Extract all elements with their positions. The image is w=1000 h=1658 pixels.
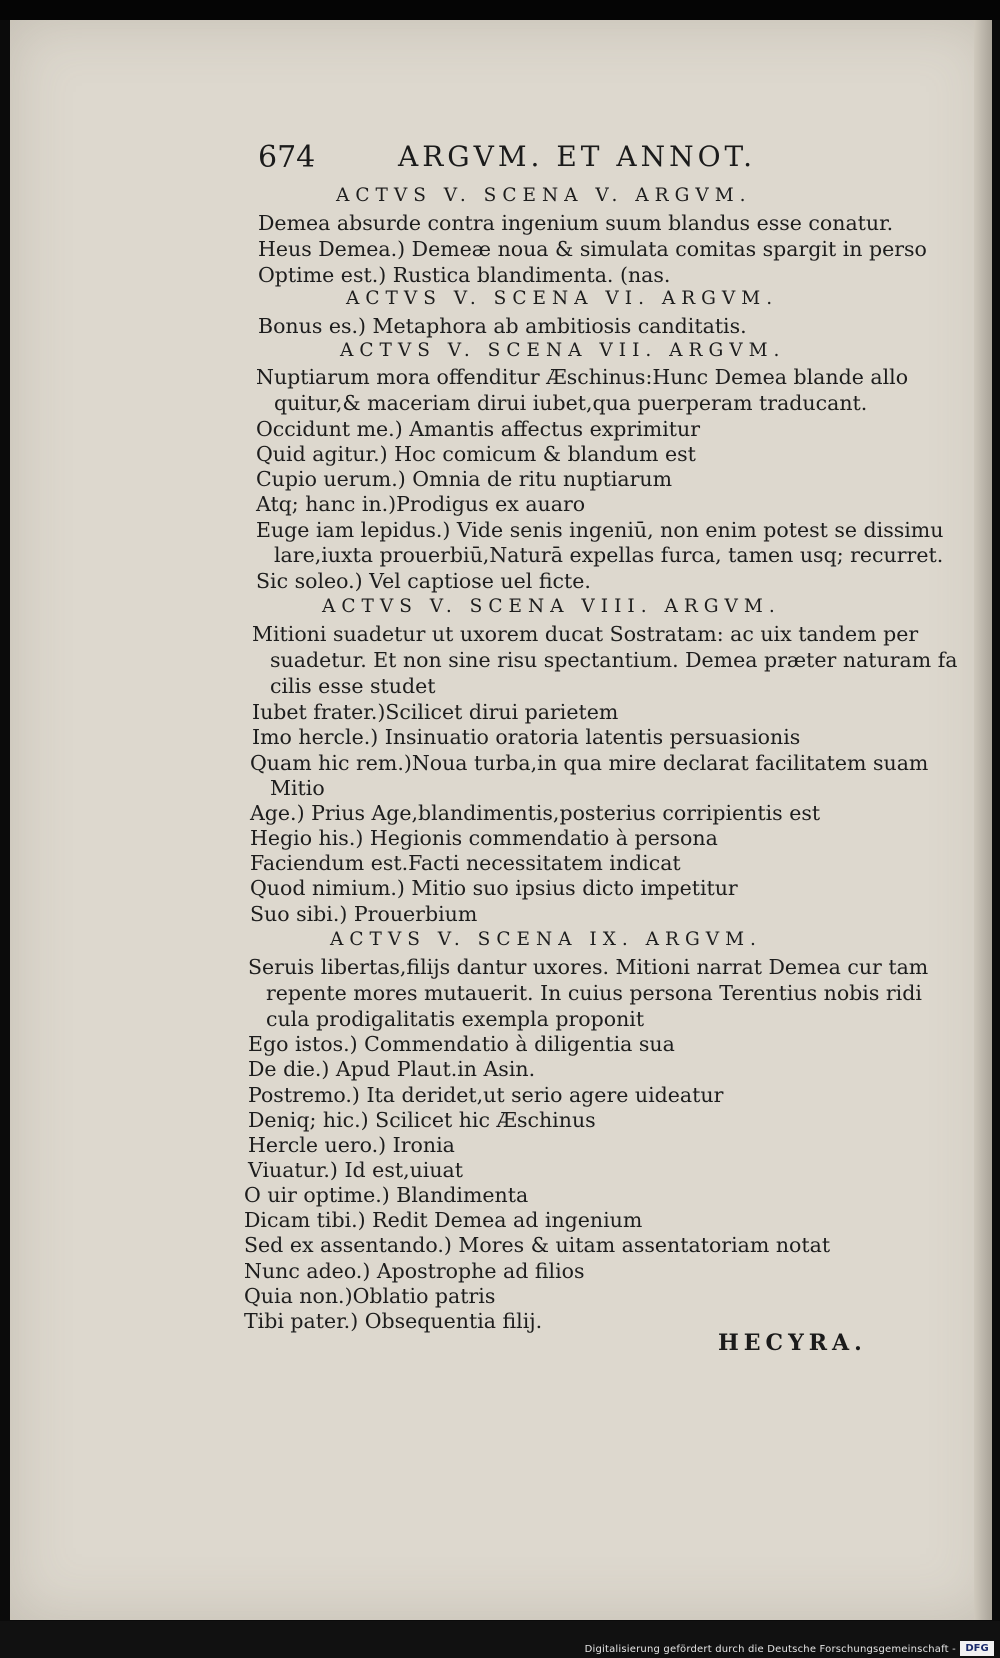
text-line: De die.) Apud Plaut.in Asin. <box>248 1057 536 1081</box>
section-heading: ACTVS V. SCENA VI. ARGVM. <box>346 288 779 309</box>
text-line: Mitioni suadetur ut uxorem ducat Sostratam: ac uix tandem per <box>252 622 919 646</box>
text-line: lare,iuxta prouerbiū,Naturā expellas furca, tamen usq; recurret. <box>274 543 944 567</box>
text-line: Quid agitur.) Hoc comicum & blandum est <box>256 442 696 466</box>
text-line: Hercle uero.) Ironia <box>248 1133 455 1157</box>
text-line: Seruis libertas,filijs dantur uxores. Mitioni narrat Demea cur tam <box>248 955 929 979</box>
text-line: suadetur. Et non sine risu spectantium. Demea præter naturam fa <box>270 648 958 672</box>
text-line: Euge iam lepidus.) Vide senis ingeniū, non enim potest se dissimu <box>256 518 944 542</box>
text-line: Optime est.) Rustica blandimenta. (nas. <box>258 263 671 287</box>
catchword: HECYRA. <box>718 1330 867 1356</box>
text-line: Suo sibi.) Prouerbium <box>250 902 478 926</box>
text-line: Iubet frater.)Scilicet dirui parietem <box>252 700 619 724</box>
page-number: 674 <box>258 140 316 175</box>
text-line: Dicam tibi.) Redit Demea ad ingenium <box>244 1208 643 1232</box>
top-border <box>0 0 1000 20</box>
text-line: Cupio uerum.) Omnia de ritu nuptiarum <box>256 467 673 491</box>
section-heading: ACTVS V. SCENA VIII. ARGVM. <box>322 596 781 617</box>
dfg-logo: DFG <box>960 1641 994 1656</box>
section-heading: ACTVS V. SCENA V. ARGVM. <box>336 185 752 206</box>
text-line: Tibi pater.) Obsequentia filij. <box>244 1309 543 1333</box>
text-line: Quam hic rem.)Noua turba,in qua mire declarat facilitatem suam <box>250 751 929 775</box>
text-line: Faciendum est.Facti necessitatem indicat <box>250 851 681 875</box>
text-line: Imo hercle.) Insinuatio oratoria latentis persuasionis <box>252 725 801 749</box>
text-line: Demea absurde contra ingenium suum blandus esse conatur. <box>258 211 894 235</box>
text-line: Postremo.) Ita deridet,ut serio agere uideatur <box>248 1083 724 1107</box>
text-line: O uir optime.) Blandimenta <box>244 1183 529 1207</box>
text-line: Quia non.)Oblatio patris <box>244 1284 496 1308</box>
section-heading: ACTVS V. SCENA IX. ARGVM. <box>330 929 762 950</box>
text-line: Heus Demea.) Demeæ noua & simulata comitas spargit in perso <box>258 237 927 261</box>
running-head: ARGVM. ET ANNOT. <box>398 140 757 173</box>
text-line: Ego istos.) Commendatio à diligentia sua <box>248 1032 675 1056</box>
text-line: quitur,& maceriam dirui iubet,qua puerperam traducant. <box>274 391 868 415</box>
section-heading: ACTVS V. SCENA VII. ARGVM. <box>340 340 786 361</box>
text-line: cilis esse studet <box>270 674 436 698</box>
text-line: Age.) Prius Age,blandimentis,posterius corripientis est <box>250 801 821 825</box>
text-line: Viuatur.) Id est,uiuat <box>248 1158 464 1182</box>
text-line: Bonus es.) Metaphora ab ambitiosis canditatis. <box>258 314 747 338</box>
text-line: repente mores mutauerit. In cuius persona Terentius nobis ridi <box>266 981 922 1005</box>
text-line: Occidunt me.) Amantis affectus exprimitur <box>256 417 700 441</box>
text-line: Atq; hanc in.)Prodigus ex auaro <box>256 492 586 516</box>
text-line: Quod nimium.) Mitio suo ipsius dicto impetitur <box>250 876 738 900</box>
text-line: Hegio his.) Hegionis commendatio à persona <box>250 826 718 850</box>
page-edge <box>974 20 992 1620</box>
text-line: Deniq; hic.) Scilicet hic Æschinus <box>248 1108 596 1132</box>
text-line: Sed ex assentando.) Mores & uitam assentatoriam notat <box>244 1233 831 1257</box>
text-line: Nuptiarum mora offenditur Æschinus:Hunc Demea blande allo <box>256 365 909 389</box>
text-line: cula prodigalitatis exempla proponit <box>266 1007 645 1031</box>
text-line: Nunc adeo.) Apostrophe ad filios <box>244 1259 585 1283</box>
text-line: Mitio <box>270 776 325 800</box>
footer-credit: Digitalisierung gefördert durch die Deutsche Forschungsgemeinschaft - <box>584 1644 956 1655</box>
text-line: Sic soleo.) Vel captiose uel ficte. <box>256 569 591 593</box>
